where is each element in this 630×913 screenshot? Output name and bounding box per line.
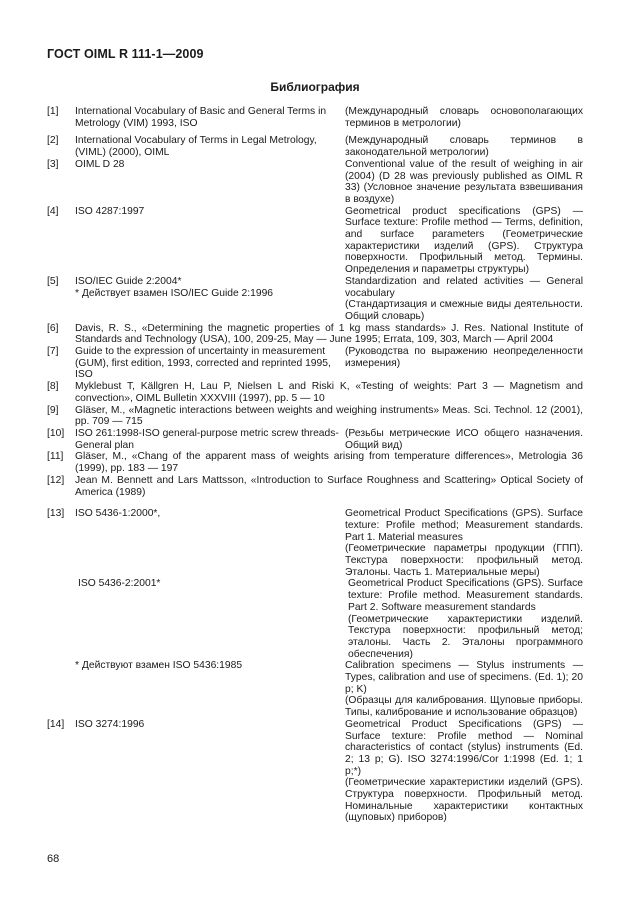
reference-number: [7] [47,346,59,358]
reference-source: ISO 5436-2:2001* [78,578,161,590]
reference-description-line: (Геометрические характеристики изделий (GPS). Структура поверхности. Профильный метод. Номинальные характеристики контактных (щуповых) приборов) [345,777,583,824]
reference-description: (Руководства по выражению неопределенности измерения) [345,346,583,369]
reference-item [47,135,583,158]
reference-source: ISO 4287:1997 [75,205,145,217]
reference-source: OIML D 28 [75,158,125,170]
reference-item [47,381,583,404]
reference-item [47,323,583,346]
reference-source: International Vocabulary of Terms in Legal Metrology, (VIML) (2000), OIML [75,135,317,159]
reference-item [47,206,583,276]
reference-description [345,660,583,719]
reference-description: (Резьбы метрические ИСО общего назначения. Общий вид) [345,427,583,451]
reference-description-line: Calibration specimens — Stylus instruments — Types, calibration and use of specimens. (Ed. 1); 20 p; K) [345,660,583,695]
reference-description [348,578,583,660]
reference-text: Davis, R. S., «Determining the magnetic properties of 1 kg mass standards» J. Res. National Institute of Standards and Technology (USA), 100, 209-25, May — June 1995; Errata, 109, 303, March — April 2004 [75,322,583,346]
reference-source: ISO 5436-1:2000*, [75,508,161,520]
reference-description: Conventional value of the result of weighing in air (2004) (D 28 was previously published as OIML R 33) (Условное значение результата взвешивания в воздухе) [345,158,583,205]
reference-number: [9] [47,404,59,416]
reference-item [47,428,583,451]
reference-text: Myklebust T, Källgren H, Lau P, Nielsen L and Riski K, «Testing of weights: Part 3 — Magnetism and convection», OIML Bulletin XXXVIII (1997), pp. 5 — 10 [75,381,583,404]
reference-number: [6] [47,322,59,334]
reference-item [47,475,583,498]
reference-item [47,106,583,129]
reference-description [345,276,583,323]
reference-item [47,451,583,474]
reference-source: Guide to the expression of uncertainty in measurement (GUM), first edition, 1993, corrected and reprinted 1995, ISO [75,346,331,381]
reference-source: International Vocabulary of Basic and General Terms in Metrology (VIM) 1993, ISO [75,106,327,129]
reference-source: ISO 3274:1996 [75,718,145,730]
reference-number: [11] [47,451,64,463]
reference-item [47,508,583,578]
spacer [47,498,583,508]
reference-description-line: (Геометрические параметры продукции (ГПП). Текстура поверхности: профильный метод. Эталоны. Часть 1. Материальные меры) [345,543,583,578]
reference-source [75,276,345,323]
reference-footnote: * Действуют взамен ISO 5436:1985 [75,660,243,672]
reference-number: [2] [47,135,59,147]
reference-description-line: Geometrical Product Specifications (GPS). Surface texture: Profile method. Measurement standards. Part 2. Software measurement standards [348,578,583,613]
bibliography-title: Библиография [270,80,360,94]
reference-number: [4] [47,205,59,217]
reference-item [47,159,583,206]
reference-description [345,508,583,578]
reference-number: [13] [47,508,65,520]
reference-description [345,719,583,824]
reference-text: Gläser, M., «Magnetic interactions between weights and weighing instruments» Meas. Sci. Technol. 12 (2001), pp. 709 — 715 [75,404,583,428]
reference-description: Geometrical product specifications (GPS) — Surface texture: Profile method — Terms, definition, and surface parameters (Геометрические характеристики изделий (GPS). Структура поверхности. Профильный метод. Термины. Определения и параметры структуры) [345,205,583,276]
document-header: ГОСТ OIML R 111-1—2009 [47,47,204,61]
reference-number: [5] [47,275,59,287]
reference-number: [12] [47,474,65,486]
reference-item [47,405,583,428]
reference-description-line: Standardization and related activities — General vocabulary [345,275,583,299]
reference-description-line: Geometrical Product Specifications (GPS). Surface texture: Profile method; Measurement standards. Part 1. Material measures [345,508,583,543]
reference-number: [8] [47,381,59,393]
reference-number: [1] [47,106,59,117]
reference-description-line: (Геометрические характеристики изделий. Текстура поверхности: профильный метод; эталоны. Часть 2. Эталоны программного обеспечения) [348,613,583,660]
reference-description-line: (Стандартизация и смежные виды деятельности. Общий словарь) [345,299,583,322]
reference-item [47,276,583,323]
reference-item [47,346,583,381]
reference-description: (Международный словарь основополагающих терминов в метрологии) [345,106,583,129]
reference-subitem [47,578,583,660]
reference-footnote: * Действует взамен ISO/IEC Guide 2:1996 [75,287,274,299]
reference-source: ISO 261:1998-ISO general-purpose metric screw threads-General plan [75,427,339,451]
page-number: 68 [47,853,60,865]
reference-number: [14] [47,718,65,730]
reference-subitem [47,660,583,719]
reference-description-line: Geometrical Product Specifications (GPS) — Surface texture: Profile method — Nominal characteristics of contact (stylus) instruments (Ed. 2; 13 p; G). ISO 3274:1996/Cor 1:1998 (Ed. 1; 1 p;*) [345,718,583,777]
reference-item [47,719,583,824]
reference-number: [10] [47,427,65,439]
reference-source-line: ISO/IEC Guide 2:2004* [75,275,182,287]
bibliography-list [47,106,583,824]
reference-description: (Международный словарь терминов в законодательной метрологии) [345,135,583,159]
reference-text: Jean M. Bennett and Lars Mattsson, «Introduction to Surface Roughness and Scattering» Optical Society of America (1989) [75,474,583,498]
reference-text: Gläser, M., «Chang of the apparent mass of weights arising from temperature differences», Metrologia 36 (1999), pp. 183 — 197 [75,451,583,475]
reference-number: [3] [47,158,59,170]
reference-description-line: (Образцы для калибрования. Щуповые приборы. Типы, калибрование и использование образцов) [345,695,583,719]
